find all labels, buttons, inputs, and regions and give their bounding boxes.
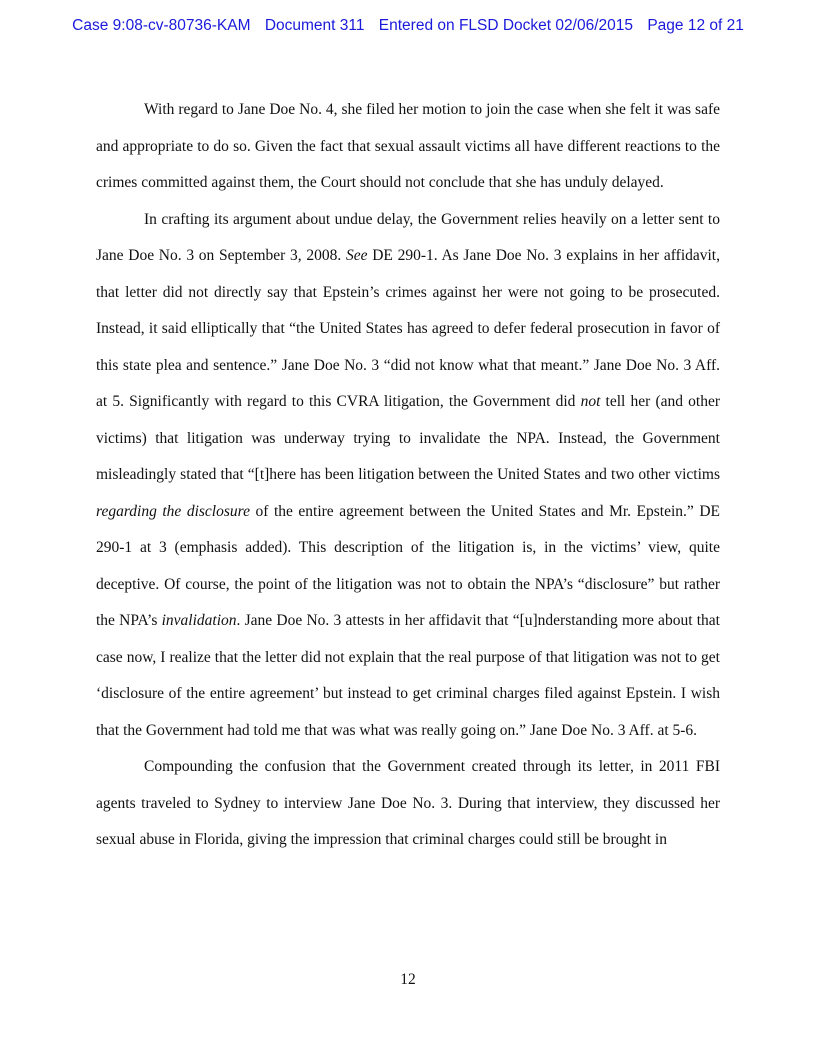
italic-text: regarding the disclosure [96, 502, 250, 520]
text-run: In crafting its argument about undue delay, the Government relies heavily on a letter sent to Jane Doe No. 3 on September 3, 2008. [96, 210, 720, 264]
text-run: . Jane Doe No. 3 attests in her affidavit that “[u]nderstanding more about that case now, I realize that the letter did not explain that the real purpose of that litigation was not to get ‘disclosure of the entire agreement’ but instead to get criminal charges filed against Epstein. I wish that the Government had told me that was what was really going on.” Jane Doe No. 3 Aff. at 5-6. [96, 612, 720, 739]
text-run: With regard to Jane Doe No. 4, she filed her motion to join the case when she felt it was safe and appropriate to do so. Given the fact that sexual assault victims all have different reactions to the crimes committed against them, the Court should not conclude that she has unduly delayed. [96, 101, 720, 191]
document-number: Document 311 [264, 17, 365, 34]
paragraph [96, 749, 720, 859]
italic-text: invalidation [161, 612, 237, 629]
case-number: Case 9:08-cv-80736-KAM [72, 17, 251, 34]
paragraph [96, 92, 720, 202]
page-of-total: Page 12 of 21 [647, 17, 744, 34]
text-run: of the entire agreement between the United States and Mr. Epstein.” DE 290-1 at 3 (emphasis added). This description of the litigation is, in the victims’ view, quite deceptive. Of course, the point of the litigation was not to obtain the NPA’s “disclosure” but rather the NPA’s [96, 502, 720, 629]
text-run: DE 290-1. As Jane Doe No. 3 explains in her affidavit, that letter did not directly say that Epstein’s crimes against her were not going to be prosecuted. Instead, it said elliptically that “the United States has agreed to defer federal prosecution in favor of this state plea and sentence.” Jane Doe No. 3 “did not know what that meant.” Jane Doe No. 3 Aff. at 5. Significantly with regard to this CVRA litigation, the Government did [96, 247, 720, 410]
docket-entry-date: Entered on FLSD Docket 02/06/2015 [378, 17, 633, 34]
italic-text: See [345, 247, 368, 264]
text-run: tell her (and other victims) that litigation was underway trying to invalidate the NPA. Instead, the Government misleadingly stated that “[t]here has been litigation between the United States and two other victims [96, 393, 720, 483]
document-body [96, 92, 720, 859]
italic-text: not [580, 393, 601, 410]
page-number: 12 [400, 971, 416, 988]
text-run: Compounding the confusion that the Government created through its letter, in 2011 FBI agents traveled to Sydney to interview Jane Doe No. 3. During that interview, they discussed her sexual abuse in Florida, giving the impression that criminal charges could still be brought in [96, 758, 720, 848]
docket-header [0, 17, 816, 35]
paragraph [96, 202, 720, 750]
